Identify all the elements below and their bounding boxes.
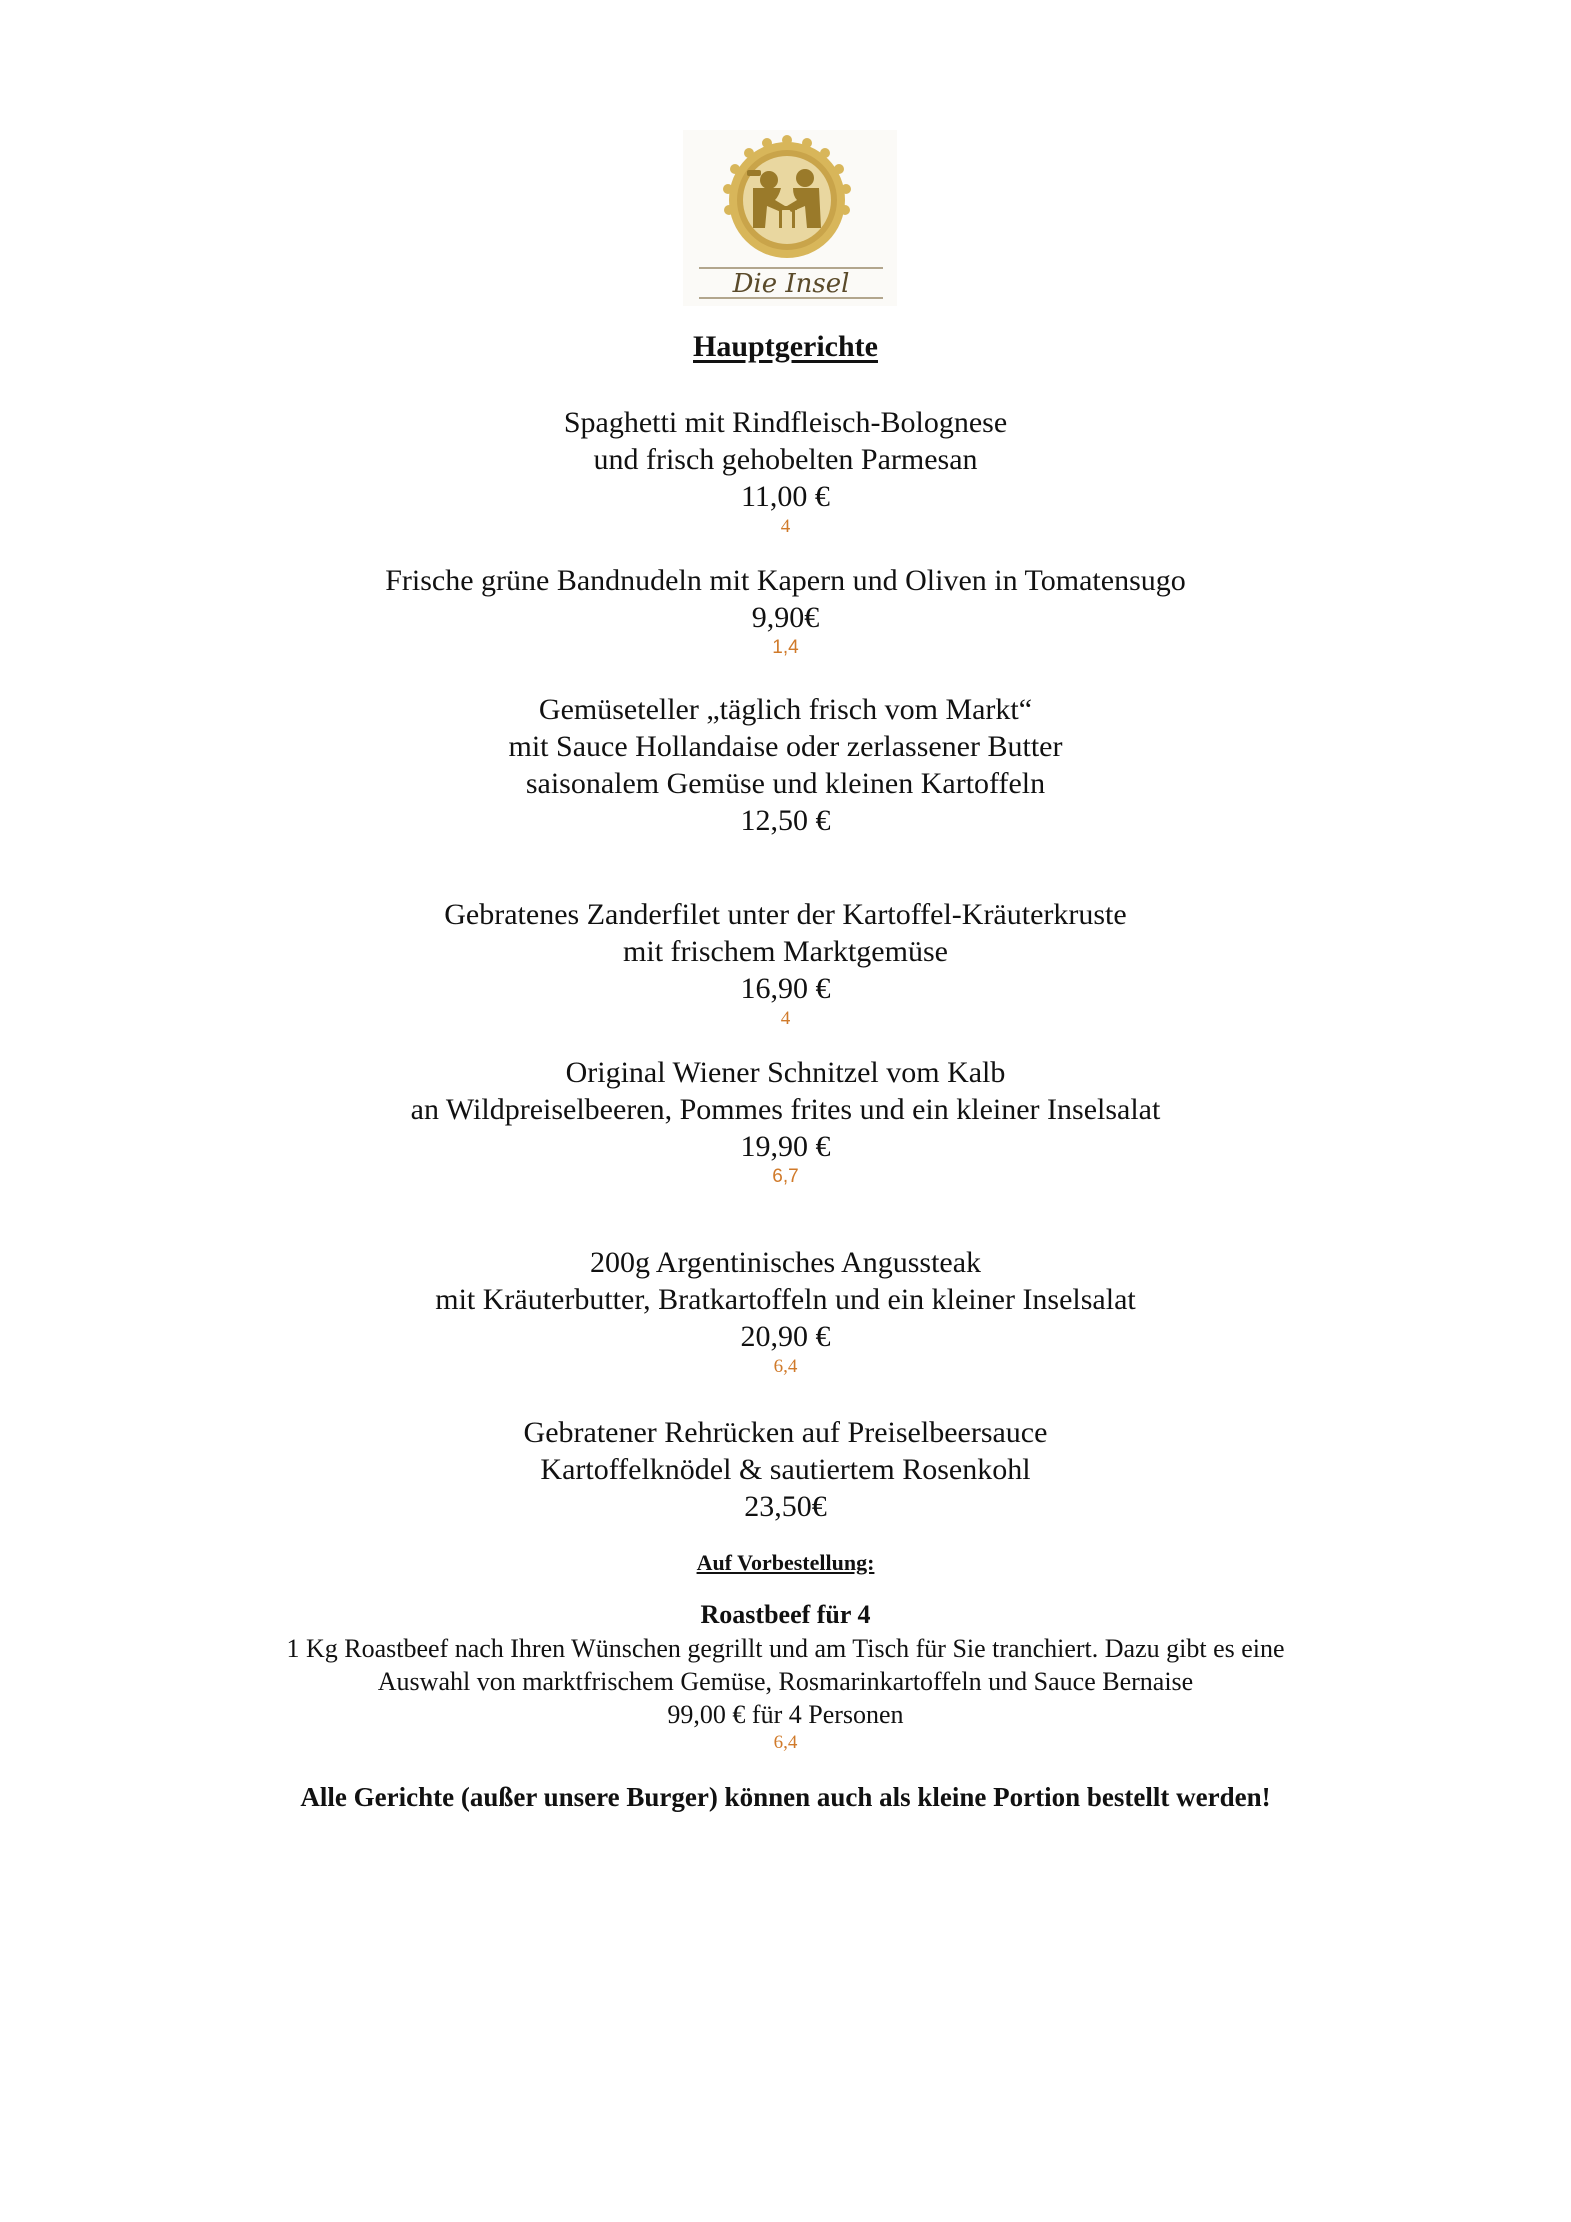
item-price: 16,90 € xyxy=(740,972,831,1005)
allergen-codes: 6,4 xyxy=(773,1732,798,1753)
item-line: Kartoffelknödel & sautiertem Rosenkohl xyxy=(540,1453,1031,1486)
menu-item xyxy=(0,896,1571,1031)
item-line: Gemüseteller „täglich frisch vom Markt“ xyxy=(538,693,1033,726)
item-line: Gebratenes Zanderfilet unter der Kartoffel-Kräuterkruste xyxy=(444,898,1127,931)
roastbeef-price: 99,00 € für 4 Personen xyxy=(667,1700,904,1729)
allergen-codes: 4 xyxy=(780,1008,791,1029)
item-line: 200g Argentinisches Angussteak xyxy=(589,1246,982,1279)
menu-item xyxy=(0,691,1571,839)
item-price: 12,50 € xyxy=(740,804,831,837)
item-price: 20,90 € xyxy=(740,1320,831,1353)
preorder-label: Auf Vorbestellung: xyxy=(696,1550,875,1575)
item-line: Frische grüne Bandnudeln mit Kapern und Oliven in Tomatensugo xyxy=(385,564,1186,597)
couple-silhouette-seal-icon xyxy=(683,130,897,306)
allergen-codes: 4 xyxy=(780,516,791,537)
roastbeef-title: Roastbeef für 4 xyxy=(700,1600,871,1629)
item-line: Spaghetti mit Rindfleisch-Bolognese xyxy=(563,406,1008,439)
item-price: 23,50€ xyxy=(744,1490,827,1523)
menu-item xyxy=(0,562,1571,660)
roastbeef-description xyxy=(0,1632,1571,1755)
allergen-codes: 1,4 xyxy=(772,637,799,658)
item-line: mit frischem Marktgemüse xyxy=(623,935,948,968)
item-price: 11,00 € xyxy=(741,480,830,513)
item-line: mit Sauce Hollandaise oder zerlassener Butter xyxy=(508,730,1063,763)
menu-item xyxy=(0,1414,1571,1525)
logo-script-text: Die Insel xyxy=(732,269,850,299)
menu-item xyxy=(0,1054,1571,1189)
description-line: 1 Kg Roastbeef nach Ihren Wünschen gegrillt und am Tisch für Sie tranchiert. Dazu gibt es eine xyxy=(286,1634,1285,1663)
section-heading: Hauptgerichte xyxy=(693,330,878,363)
item-price: 9,90€ xyxy=(751,601,820,634)
allergen-codes: 6,7 xyxy=(772,1166,799,1187)
item-line: an Wildpreiselbeeren, Pommes frites und ein kleiner Inselsalat xyxy=(410,1093,1161,1126)
item-line: mit Kräuterbutter, Bratkartoffeln und ein kleiner Inselsalat xyxy=(435,1283,1136,1316)
allergen-codes: 6,4 xyxy=(773,1356,798,1377)
item-line: saisonalem Gemüse und kleinen Kartoffeln xyxy=(525,767,1046,800)
portion-note: Alle Gerichte (außer unsere Burger) können auch als kleine Portion bestellt werden! xyxy=(300,1782,1271,1812)
item-line: Gebratener Rehrücken auf Preiselbeersauce xyxy=(523,1416,1048,1449)
menu-item xyxy=(0,404,1571,539)
restaurant-logo xyxy=(683,130,897,306)
item-line: Original Wiener Schnitzel vom Kalb xyxy=(565,1056,1006,1089)
item-line: und frisch gehobelten Parmesan xyxy=(593,443,978,476)
description-line: Auswahl von marktfrischem Gemüse, Rosmarinkartoffeln und Sauce Bernaise xyxy=(377,1667,1194,1696)
item-price: 19,90 € xyxy=(740,1130,831,1163)
menu-item xyxy=(0,1244,1571,1379)
